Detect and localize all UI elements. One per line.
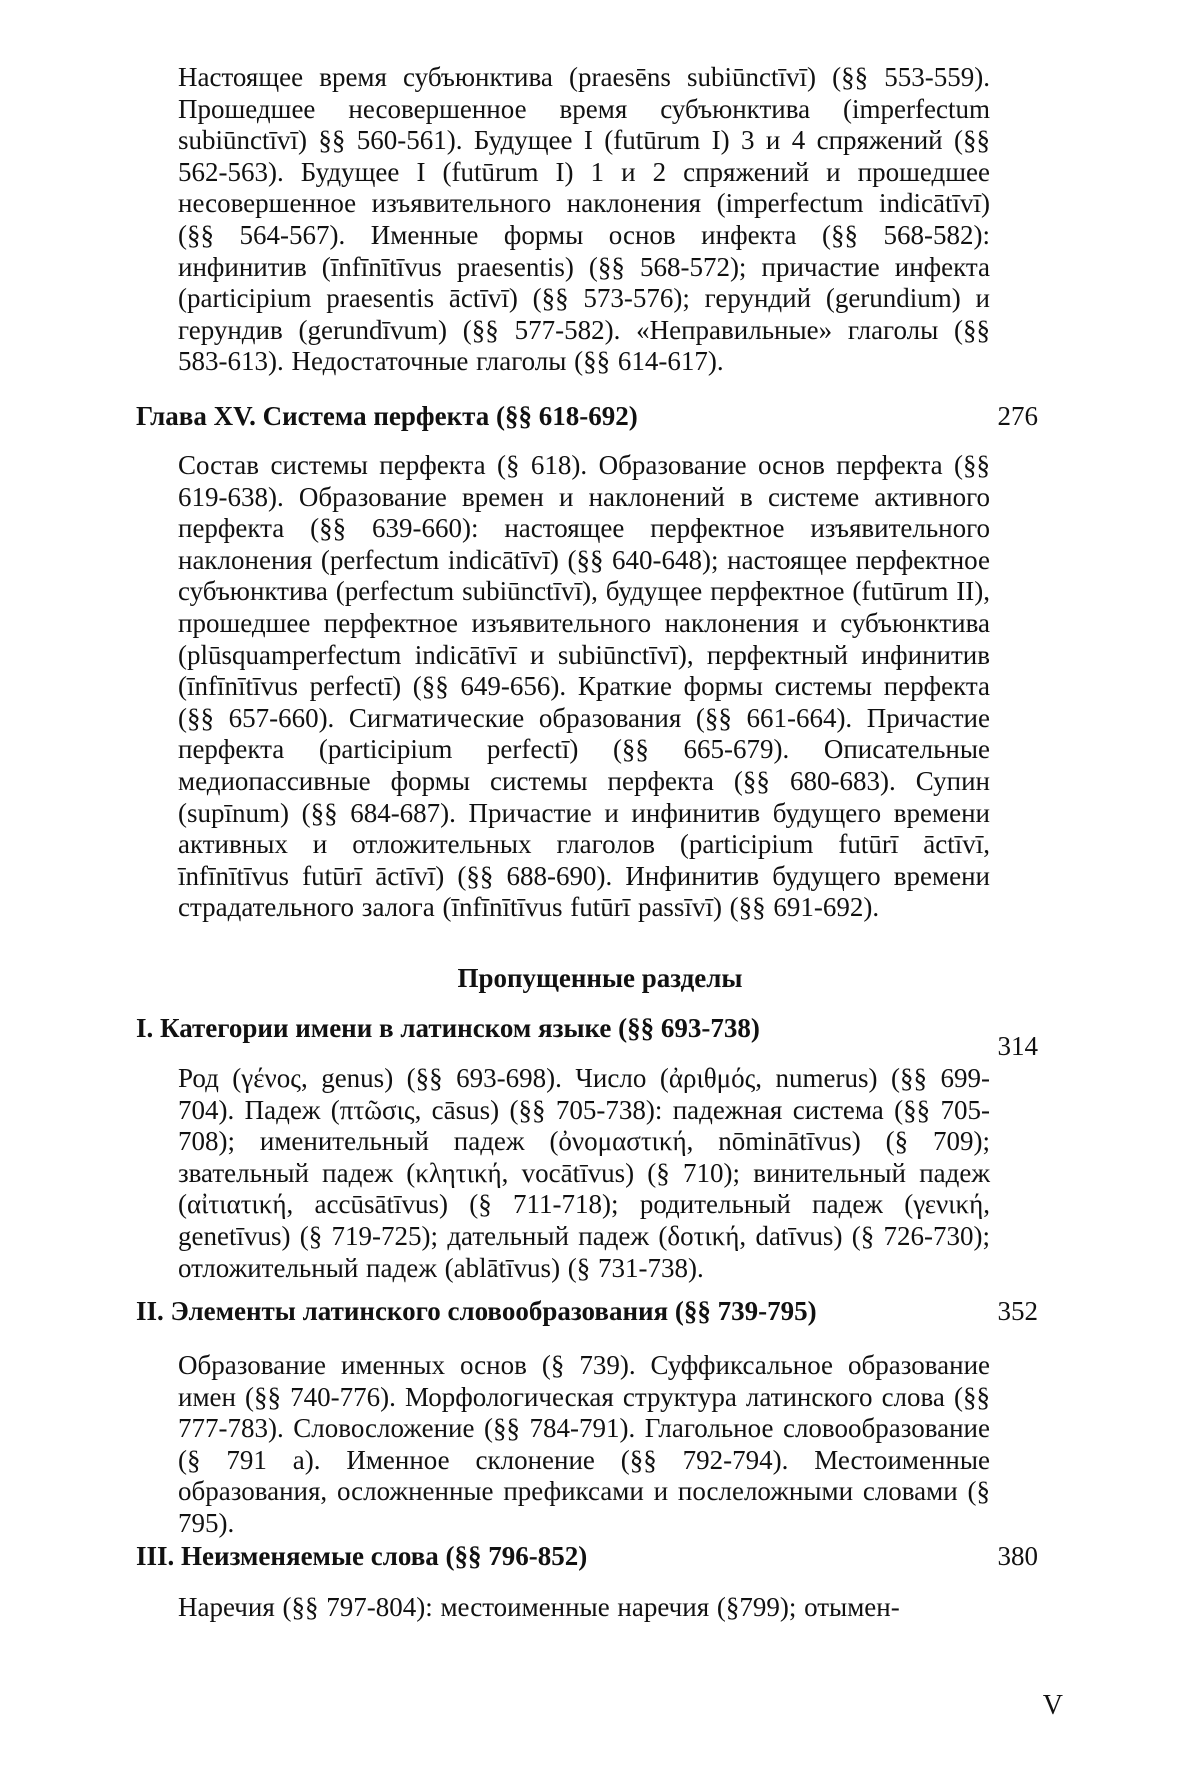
page-folio: V	[1042, 1690, 1063, 1721]
chapter-15-text: Состав системы перфекта (§ 618). Образование основ перфекта (§§ 619-638). Образование времен и наклонений в системе активного перфекта (§§ 639-660): настоящее перфектное изъявительного наклонения (perfectum indicātīvī) (§§ 640-648); настоящее перфектное субъюнктива (perfectum subiūnctīvī), будущее перфектное (futūrum II), прошедшее перфектное изъявительного наклонения и субъюнктива (plūsquamperfectum indicātīvī и subiūnctīvī), перфектный инфинитив (īnfīnītīvus perfectī) (§§ 649-656). Краткие формы системы перфекта (§§ 657-660). Сигматические образования (§§ 661-664). Причастие перфекта (participium perfectī) (§§ 665-679). Описательные медиопассивные формы системы перфекта (§§ 680-683). Супин (supīnum) (§§ 684-687). Причастие и инфинитив будущего времени активных и отложительных глаголов (participium futūrī āctīvī, īnfīnītīvus futūrī āctīvī) (§§ 688-690). Инфинитив будущего времени страдательного залога (īnfīnītīvus futūrī passīvī) (§§ 691-692).	[178, 450, 990, 923]
section-1-text: Род (γένος, genus) (§§ 693-698). Число (ἀριθμός, numerus) (§§ 699-704). Падеж (πτῶσις, cāsus) (§§ 705-738): падежная система (§§ 705-708); именительный падеж (ὀνομαστική, nōminātīvus) (§ 709); звательный падеж (κλητική, vocātīvus) (§ 710); винительный падеж (αἰτιατική, accūsātīvus) (§ 711-718); родительный падеж (γενική, genetīvus) (§ 719-725); дательный падеж (δοτική, datīvus) (§ 726-730); отложительный падеж (ablātīvus) (§ 731-738).	[178, 1063, 990, 1283]
intro-paragraph: Настоящее время субъюнктива (praesēns subiūnctīvī) (§§ 553-559). Прошедшее несовершенное время субъюнктива (imperfectum subiūnctīvī) §§ 560-561). Будущее I (futūrum I) 3 и 4 спряжений (§§ 562-563). Будущее I (futūrum I) 1 и 2 спряжений и прошедшее несовершенное изъявительного наклонения (imperfectum indicātīvī) (§§ 564-567). Именные формы основ инфекта (§§ 568-582): инфинитив (īnfīnītīvus praesentis) (§§ 568-572); причастие инфекта (participium praesentis āctīvī) (§§ 573-576); герундий (gerundium) и герундив (gerundīvum) (§§ 577-582). «Неправильные» глаголы (§§ 583-613). Недостаточные глаголы (§§ 614-617).	[178, 62, 990, 377]
section-2-page: 352	[997, 1296, 1038, 1326]
section-2-text: Образование именных основ (§ 739). Суффиксальное образование имен (§§ 740-776). Морфологическая структура латинского слова (§§ 777-783). Словосложение (§§ 784-791). Глагольное словообразование (§ 791 а). Именное склонение (§§ 792-794). Местоименные образования, осложненные префиксами и послеложными словами (§ 795).	[178, 1350, 990, 1538]
chapter-15-page: 276	[997, 401, 1038, 431]
section-1-title: I. Категории имени в латинском языке (§§ 693-738)	[136, 1013, 760, 1043]
omitted-sections-heading: Пропущенные разделы	[457, 963, 743, 993]
section-3-page: 380	[997, 1541, 1038, 1571]
section-1-page: 314	[997, 1031, 1038, 1061]
chapter-15-title: Глава XV. Система перфекта (§§ 618-692)	[136, 401, 638, 431]
section-2-title: II. Элементы латинского словообразования (§§ 739-795)	[136, 1296, 817, 1326]
section-3-title: III. Неизменяемые слова (§§ 796-852)	[136, 1541, 588, 1571]
section-3-text: Наречия (§§ 797-804): местоименные наречия (§799); отымен-	[178, 1592, 900, 1622]
